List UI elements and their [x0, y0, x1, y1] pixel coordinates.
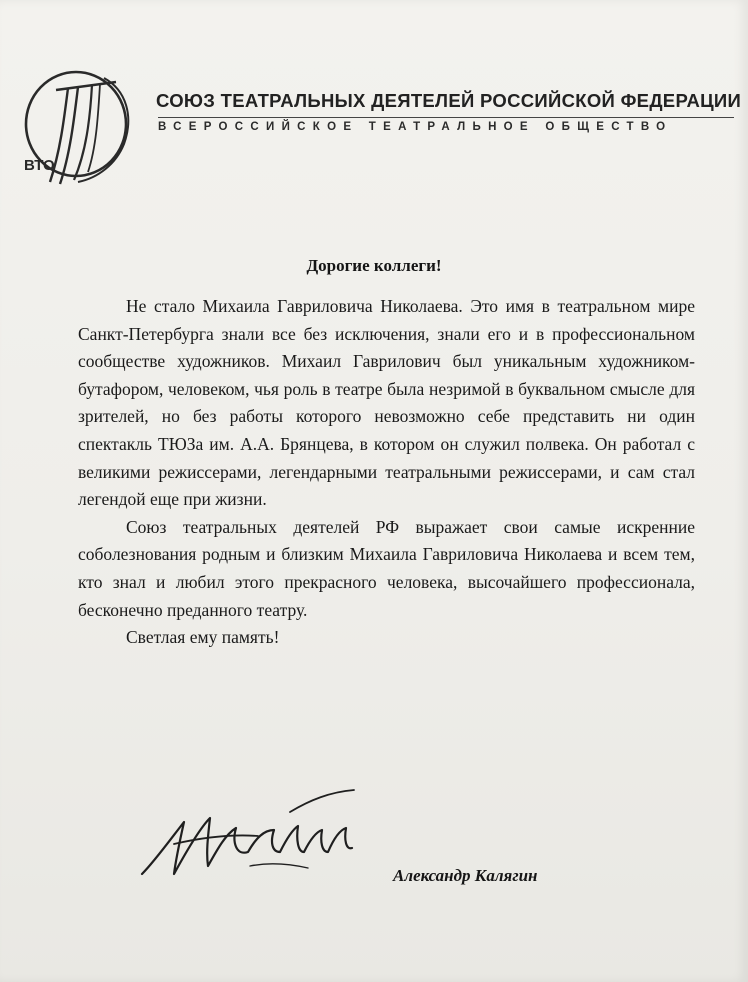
signer-name: Александр Калягин [393, 866, 538, 885]
paragraph-1: Не стало Михаила Гавриловича Николаева. Это имя в театральном мире Санкт-Петербурга знали все без исключения, знали его и в профессиональном сообществе художников. Михаил Гаврилович был уникальным художником-бутафором, человеком, чья роль в театре была незримой в буквальном смысле для зрителей, но без работы которого невозможно себе представить ни один спектакль ТЮЗа им. А.А. Брянцева, в котором он служил полвека. Он работал с великими режиссерами, легендарными театральными режиссерами, и сам стал легендой еще при жизни. [78, 296, 695, 510]
letter-body [78, 293, 695, 652]
handwritten-signature [140, 782, 390, 894]
organization-title: СОЮЗ ТЕАТРАЛЬНЫХ ДЕЯТЕЛЕЙ РОССИЙСКОЙ ФЕДЕРАЦИИ [156, 90, 742, 111]
greeting: Дорогие коллеги! [306, 256, 442, 275]
vto-logo [8, 60, 158, 200]
organization-subtitle: ВСЕРОССИЙСКОЕ ТЕАТРАЛЬНОЕ ОБЩЕСТВО [158, 121, 673, 133]
letterhead-divider [158, 117, 734, 118]
closing-line: Светлая ему память! [126, 627, 280, 648]
paragraph-2: Союз театральных деятелей РФ выражает свои самые искренние соболезнования родным и близким Михаила Гавриловича Николаева и всем тем, кто знал и любил этого прекрасного человека, высочайшего профессионала, бесконечно преданного театру. [78, 516, 695, 620]
logo-text: ВТО [24, 157, 55, 174]
